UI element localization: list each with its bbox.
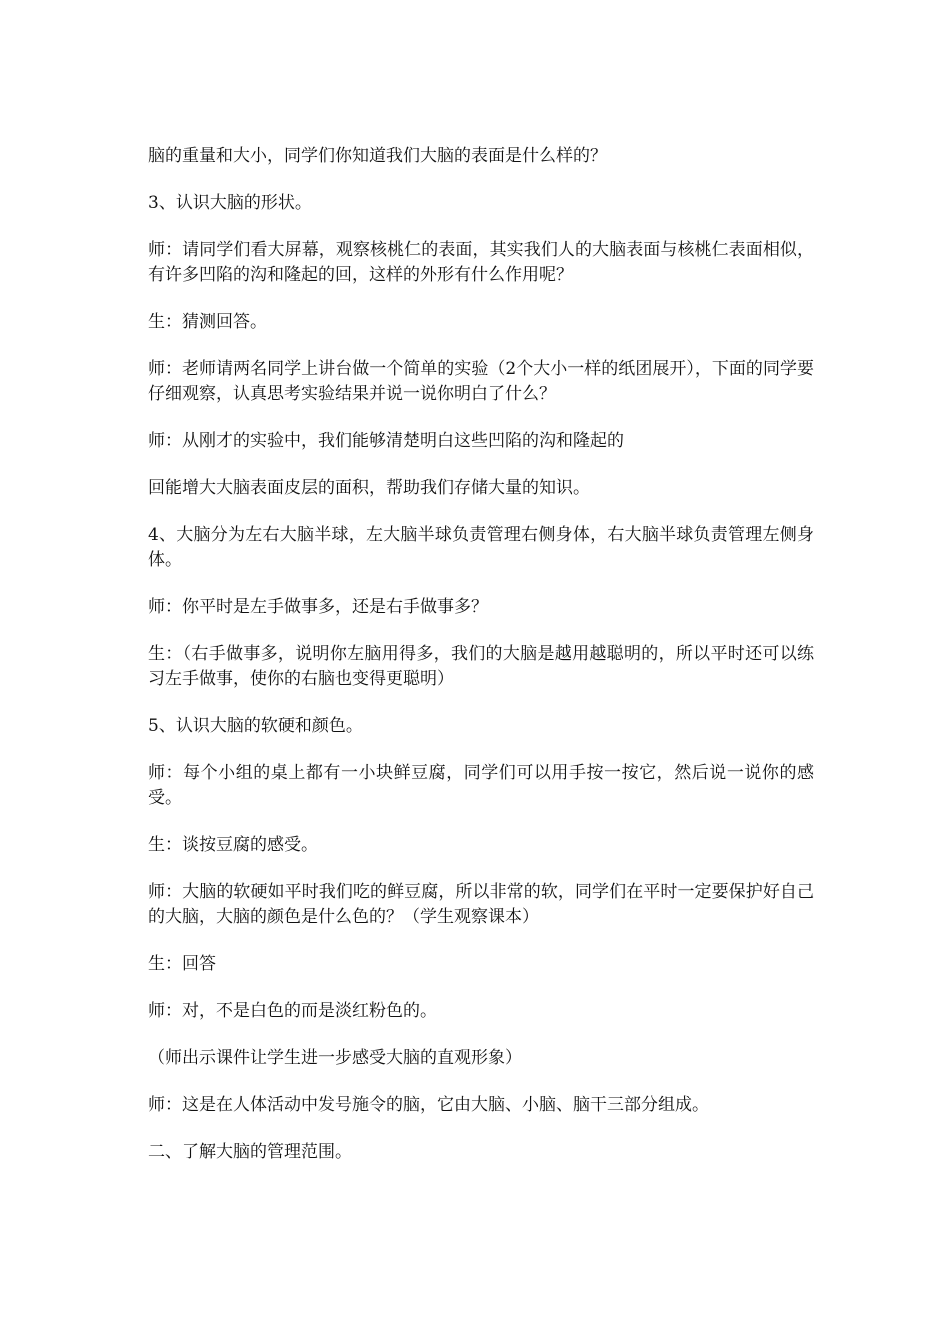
paragraph: 师：你平时是左手做事多，还是右手做事多？ bbox=[148, 597, 488, 617]
paragraph: 师：这是在人体活动中发号施令的脑，它由大脑、小脑、脑干三部分组成。 bbox=[148, 1095, 709, 1115]
paragraph: 生：回答 bbox=[148, 954, 216, 974]
paragraph: 回能增大大脑表面皮层的面积，帮助我们存储大量的知识。 bbox=[148, 478, 590, 498]
paragraph: 师：对，不是白色的而是淡红粉色的。 bbox=[148, 1001, 437, 1021]
paragraph: 师：大脑的软硬如平时我们吃的鲜豆腐，所以非常的软，同学们在平时一定要保护好自己的大脑，大脑的颜色是什么色的？（学生观察课本） bbox=[148, 882, 814, 927]
section-heading: 二、了解大脑的管理范围。 bbox=[148, 1142, 352, 1162]
document-body bbox=[148, 144, 814, 1187]
paragraph: 脑的重量和大小，同学们你知道我们大脑的表面是什么样的？ bbox=[148, 146, 607, 166]
paragraph: 师：请同学们看大屏幕，观察核桃仁的表面，其实我们人的大脑表面与核桃仁表面相似，有许多凹陷的沟和隆起的回，这样的外形有什么作用呢？ bbox=[148, 240, 814, 285]
paragraph: （师出示课件让学生进一步感受大脑的直观形象） bbox=[148, 1048, 522, 1068]
paragraph: 师：老师请两名同学上讲台做一个简单的实验（2个大小一样的纸团展开），下面的同学要仔细观察，认真思考实验结果并说一说你明白了什么？ bbox=[148, 359, 814, 404]
paragraph: 师：每个小组的桌上都有一小块鲜豆腐，同学们可以用手按一按它，然后说一说你的感受。 bbox=[148, 763, 814, 808]
section-heading: 3、认识大脑的形状。 bbox=[148, 193, 312, 213]
paragraph: 生：猜测回答。 bbox=[148, 312, 267, 332]
section-heading: 5、认识大脑的软硬和颜色。 bbox=[148, 716, 363, 736]
paragraph: 生：谈按豆腐的感受。 bbox=[148, 835, 318, 855]
paragraph: 师：从刚才的实验中，我们能够清楚明白这些凹陷的沟和隆起的 bbox=[148, 431, 624, 451]
section-heading: 4、大脑分为左右大脑半球，左大脑半球负责管理右侧身体，右大脑半球负责管理左侧身体。 bbox=[148, 525, 814, 570]
paragraph: 生：（右手做事多，说明你左脑用得多，我们的大脑是越用越聪明的，所以平时还可以练习左手做事，使你的右脑也变得更聪明） bbox=[148, 644, 814, 689]
